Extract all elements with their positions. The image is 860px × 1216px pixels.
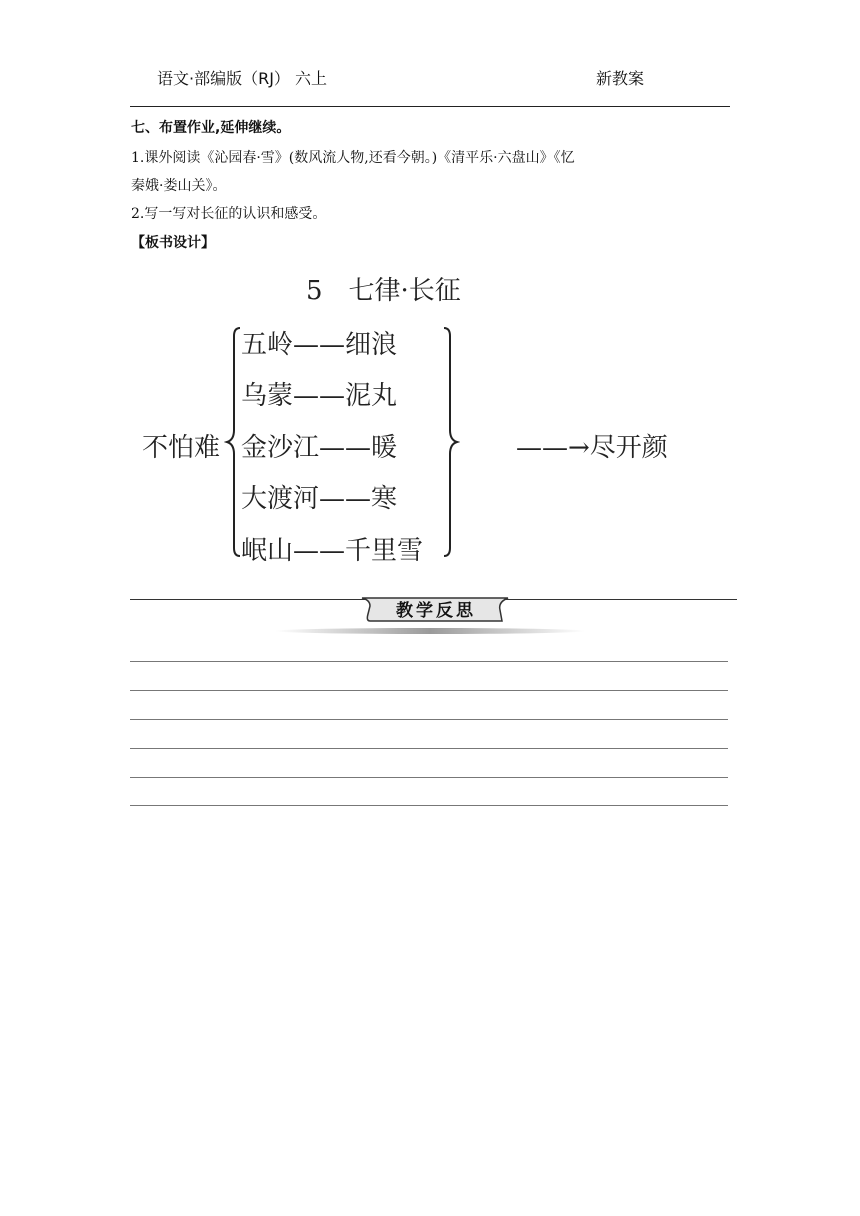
section-heading: 七、布置作业,延伸继续。 — [131, 120, 291, 136]
writing-line — [130, 805, 728, 806]
board-design-label: 【板书设计】 — [131, 235, 215, 251]
writing-line — [130, 777, 728, 778]
right-brace — [444, 328, 457, 556]
reflection-banner — [270, 592, 600, 640]
left-brace — [227, 328, 240, 556]
writing-line — [130, 661, 728, 662]
header-subject: 语文·部编版（RJ） 六上 — [157, 69, 328, 88]
banner-title: 教学反思 — [396, 601, 476, 621]
board-item: 大渡河——寒 — [241, 484, 398, 514]
homework-item-2: 2.写一写对长征的认识和感受。 — [131, 206, 327, 222]
writing-line — [130, 748, 728, 749]
board-result: ——→尽开颜 — [516, 433, 668, 463]
homework-item-1-line-2: 秦娥·娄山关》。 — [131, 178, 227, 194]
board-item: 乌蒙——泥丸 — [241, 381, 398, 411]
board-item: 金沙江——暖 — [241, 433, 398, 463]
banner-shadow — [275, 628, 585, 634]
board-item: 五岭——细浪 — [241, 330, 398, 360]
writing-line — [130, 690, 728, 691]
homework-item-1-line-1: 1.课外阅读《沁园春·雪》(数风流人物,还看今朝。)《清平乐·六盘山》《忆 — [131, 150, 575, 166]
header-doc-type: 新教案 — [596, 69, 645, 88]
board-title: 5 七律·长征 — [306, 276, 461, 306]
board-left-label: 不怕难 — [142, 433, 221, 463]
writing-line — [130, 719, 728, 720]
board-item: 岷山——千里雪 — [241, 536, 424, 566]
header-divider — [130, 106, 730, 107]
